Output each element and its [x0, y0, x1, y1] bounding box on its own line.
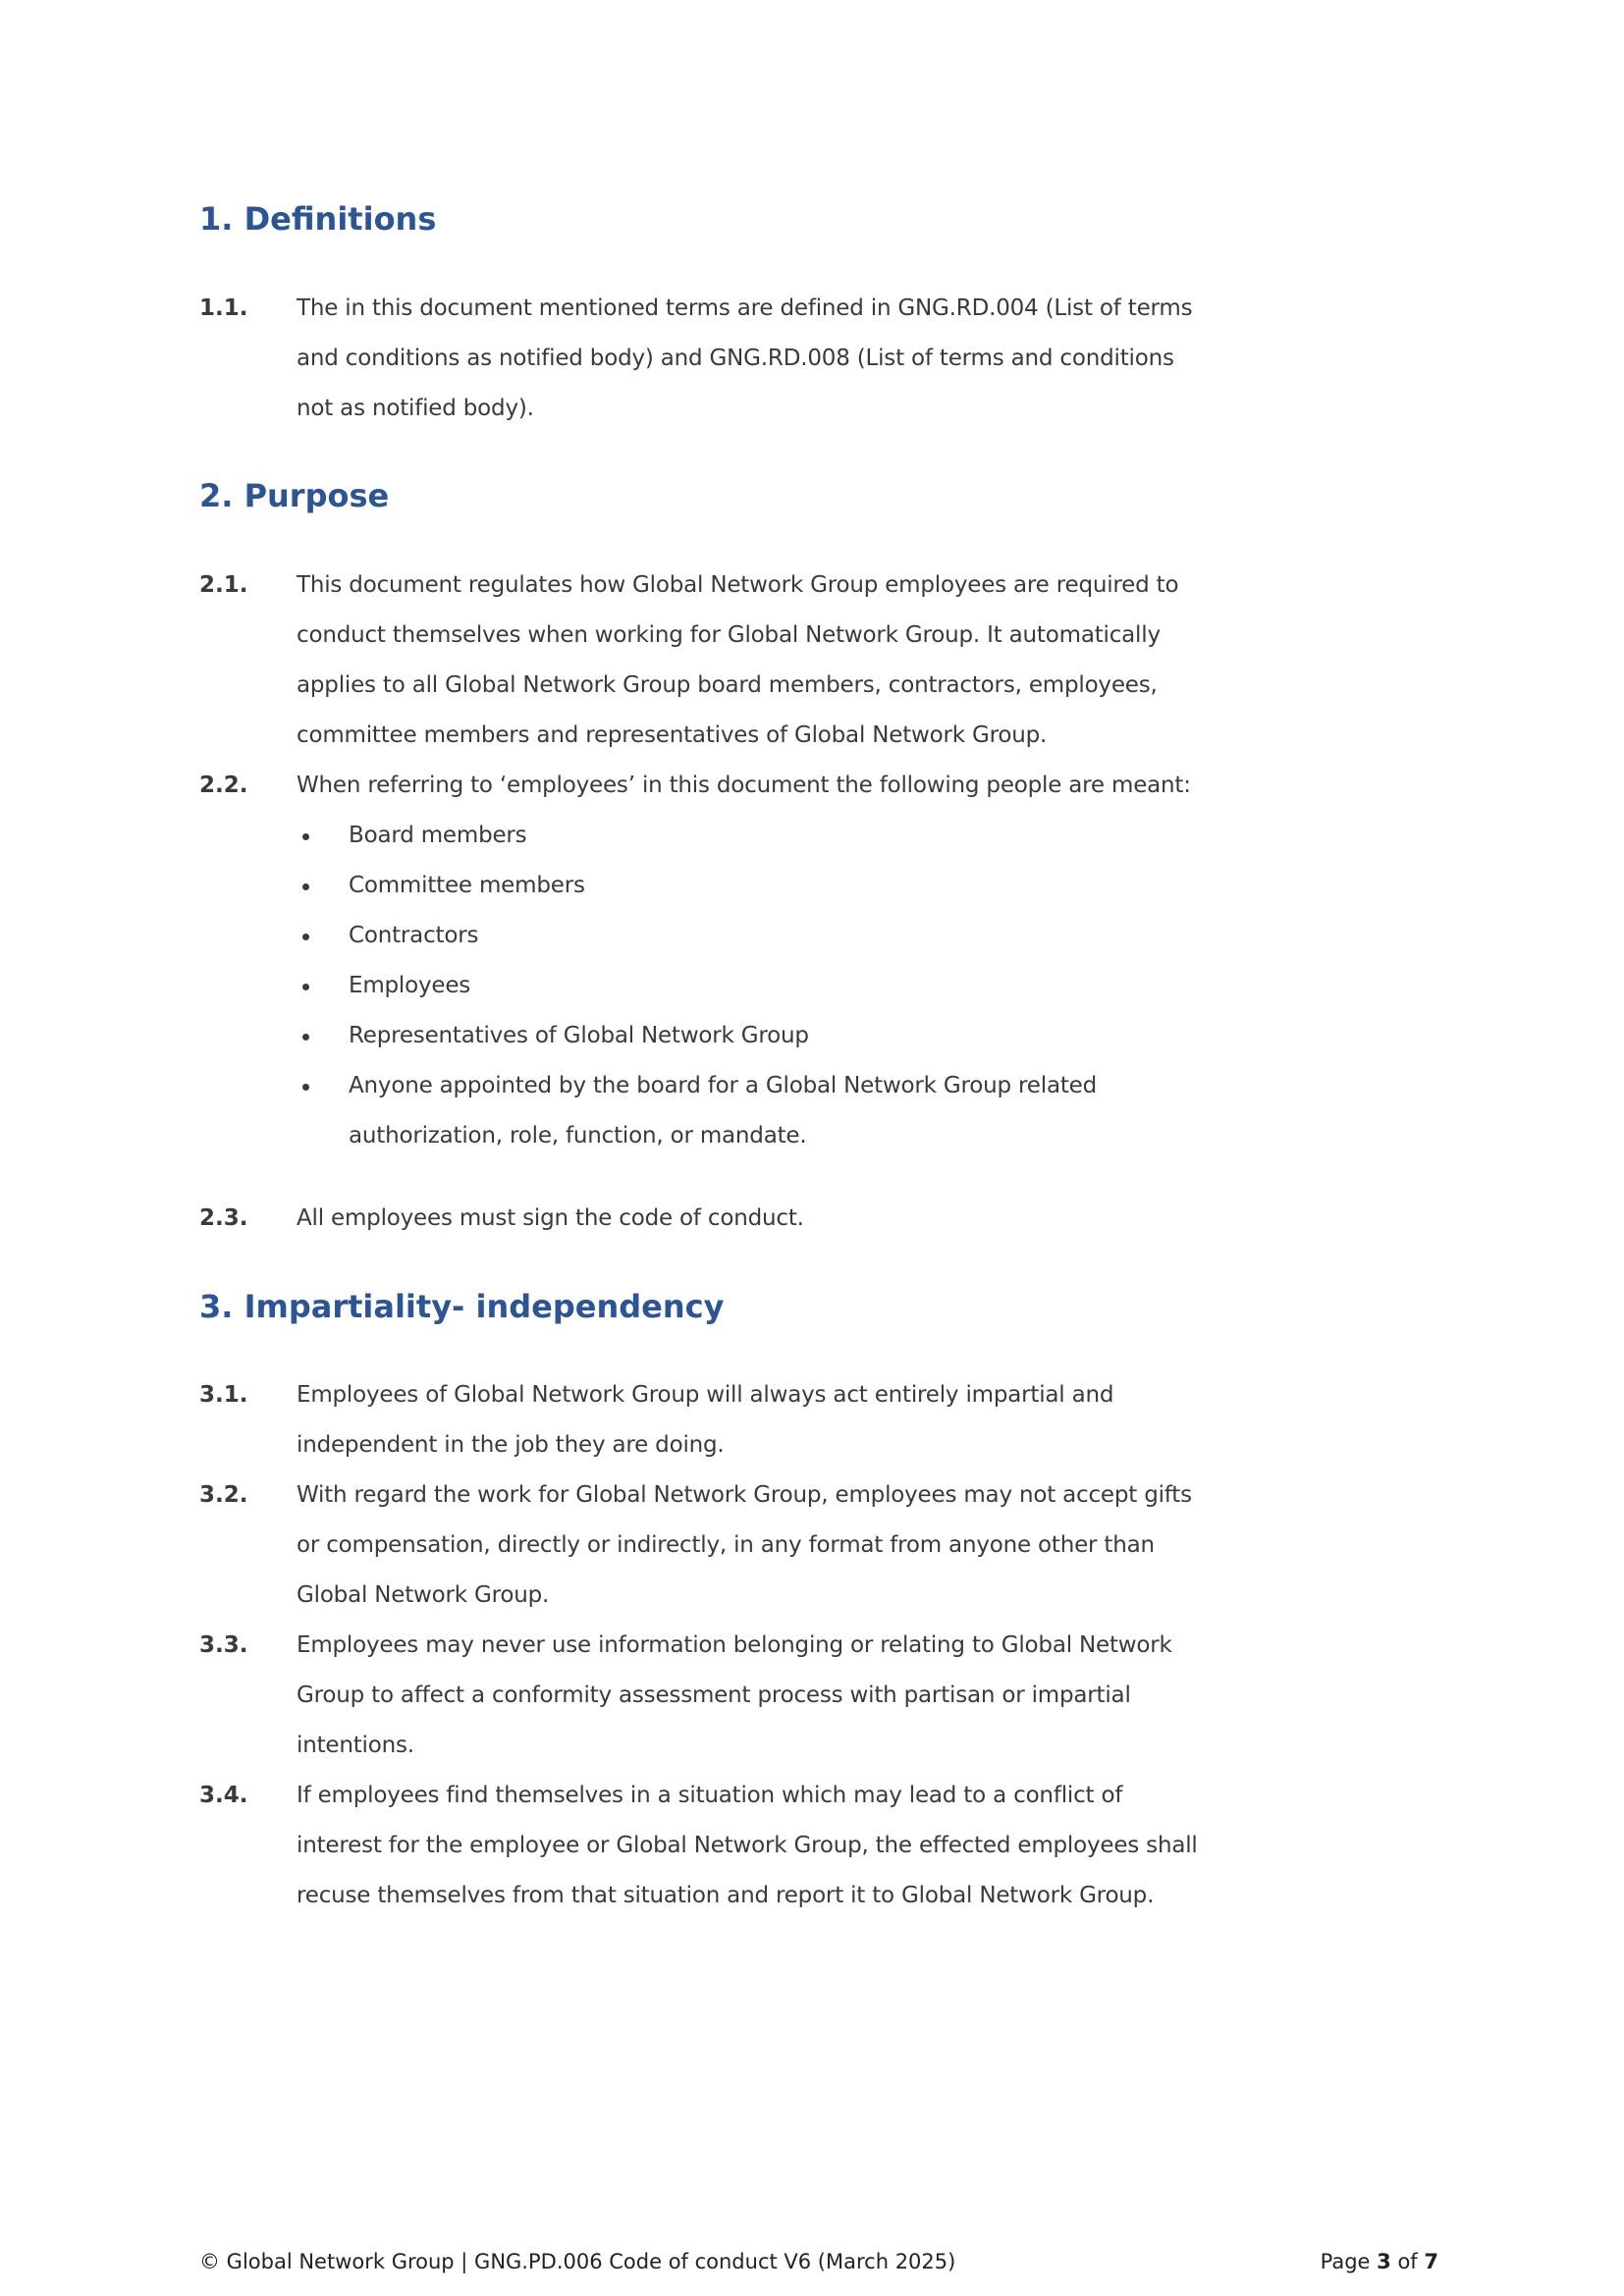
- bullet-text: Board members: [349, 823, 527, 848]
- clause-line: The in this document mentioned terms are defined in GNG.RD.004 (List of terms: [297, 295, 1193, 321]
- heading-definitions: 1. Definitions: [199, 200, 437, 238]
- clause-line: All employees must sign the code of conduct.: [297, 1205, 804, 1231]
- clause-line: Employees of Global Network Group will always act entirely impartial and: [297, 1382, 1114, 1408]
- bullet-icon: [302, 883, 309, 890]
- page-of: of: [1390, 2250, 1425, 2273]
- clause-number: 3.3.: [199, 1632, 248, 1658]
- clause-line: not as notified body).: [297, 396, 534, 421]
- clause-line: interest for the employee or Global Network Group, the effected employees shall: [297, 1833, 1198, 1858]
- clause-line: conduct themselves when working for Global Network Group. It automatically: [297, 622, 1161, 648]
- clause-line: Employees may never use information belonging or relating to Global Network: [297, 1632, 1172, 1658]
- bullet-text: Employees: [349, 973, 471, 998]
- clause-line: independent in the job they are doing.: [297, 1432, 725, 1458]
- bullet-text: Anyone appointed by the board for a Global Network Group related: [349, 1073, 1098, 1098]
- clause-line: This document regulates how Global Network Group employees are required to: [297, 572, 1179, 598]
- clause-line: If employees find themselves in a situation which may lead to a conflict of: [297, 1783, 1123, 1808]
- bullet-text: Contractors: [349, 923, 479, 948]
- bullet-icon: [302, 984, 309, 990]
- clause-number: 2.1.: [199, 572, 248, 598]
- clause-line: and conditions as notified body) and GNG.RD.008 (List of terms and conditions: [297, 346, 1174, 371]
- clause-number: 1.1.: [199, 295, 248, 321]
- clause-line: committee members and representatives of Global Network Group.: [297, 722, 1048, 748]
- page-total: 7: [1424, 2250, 1438, 2273]
- bullet-text: Committee members: [349, 873, 585, 898]
- page-prefix: Page: [1320, 2250, 1378, 2273]
- clause-number: 3.2.: [199, 1482, 248, 1508]
- clause-number: 2.3.: [199, 1205, 248, 1231]
- page-footer: [199, 2248, 1438, 2275]
- clause-number: 3.1.: [199, 1382, 248, 1408]
- clause-line: or compensation, directly or indirectly, in any format from anyone other than: [297, 1532, 1155, 1558]
- bullet-icon: [302, 934, 309, 940]
- footer-document-info: © Global Network Group | GNG.PD.006 Code of conduct V6 (March 2025): [199, 2250, 956, 2273]
- heading-impartiality: 3. Impartiality- independency: [199, 1288, 725, 1325]
- clause-line: With regard the work for Global Network Group, employees may not accept gifts: [297, 1482, 1192, 1508]
- clause-number: 3.4.: [199, 1783, 248, 1808]
- clause-line: Group to affect a conformity assessment process with partisan or impartial: [297, 1682, 1131, 1708]
- bullet-icon: [302, 1034, 309, 1041]
- bullet-icon: [302, 1084, 309, 1091]
- heading-purpose: 2. Purpose: [199, 477, 390, 514]
- page-current: 3: [1377, 2250, 1391, 2273]
- clause-number: 2.2.: [199, 773, 248, 798]
- bullet-icon: [302, 833, 309, 840]
- bullet-text: Representatives of Global Network Group: [349, 1023, 809, 1048]
- bullet-text: authorization, role, function, or mandate.: [349, 1123, 807, 1148]
- clause-line: recuse themselves from that situation and report it to Global Network Group.: [297, 1883, 1155, 1908]
- clause-line: applies to all Global Network Group board members, contractors, employees,: [297, 672, 1158, 698]
- clause-line: When referring to ‘employees’ in this document the following people are meant:: [297, 773, 1191, 798]
- page-number: [1321, 2248, 1438, 2275]
- clause-line: Global Network Group.: [297, 1582, 550, 1608]
- clause-line: intentions.: [297, 1733, 414, 1758]
